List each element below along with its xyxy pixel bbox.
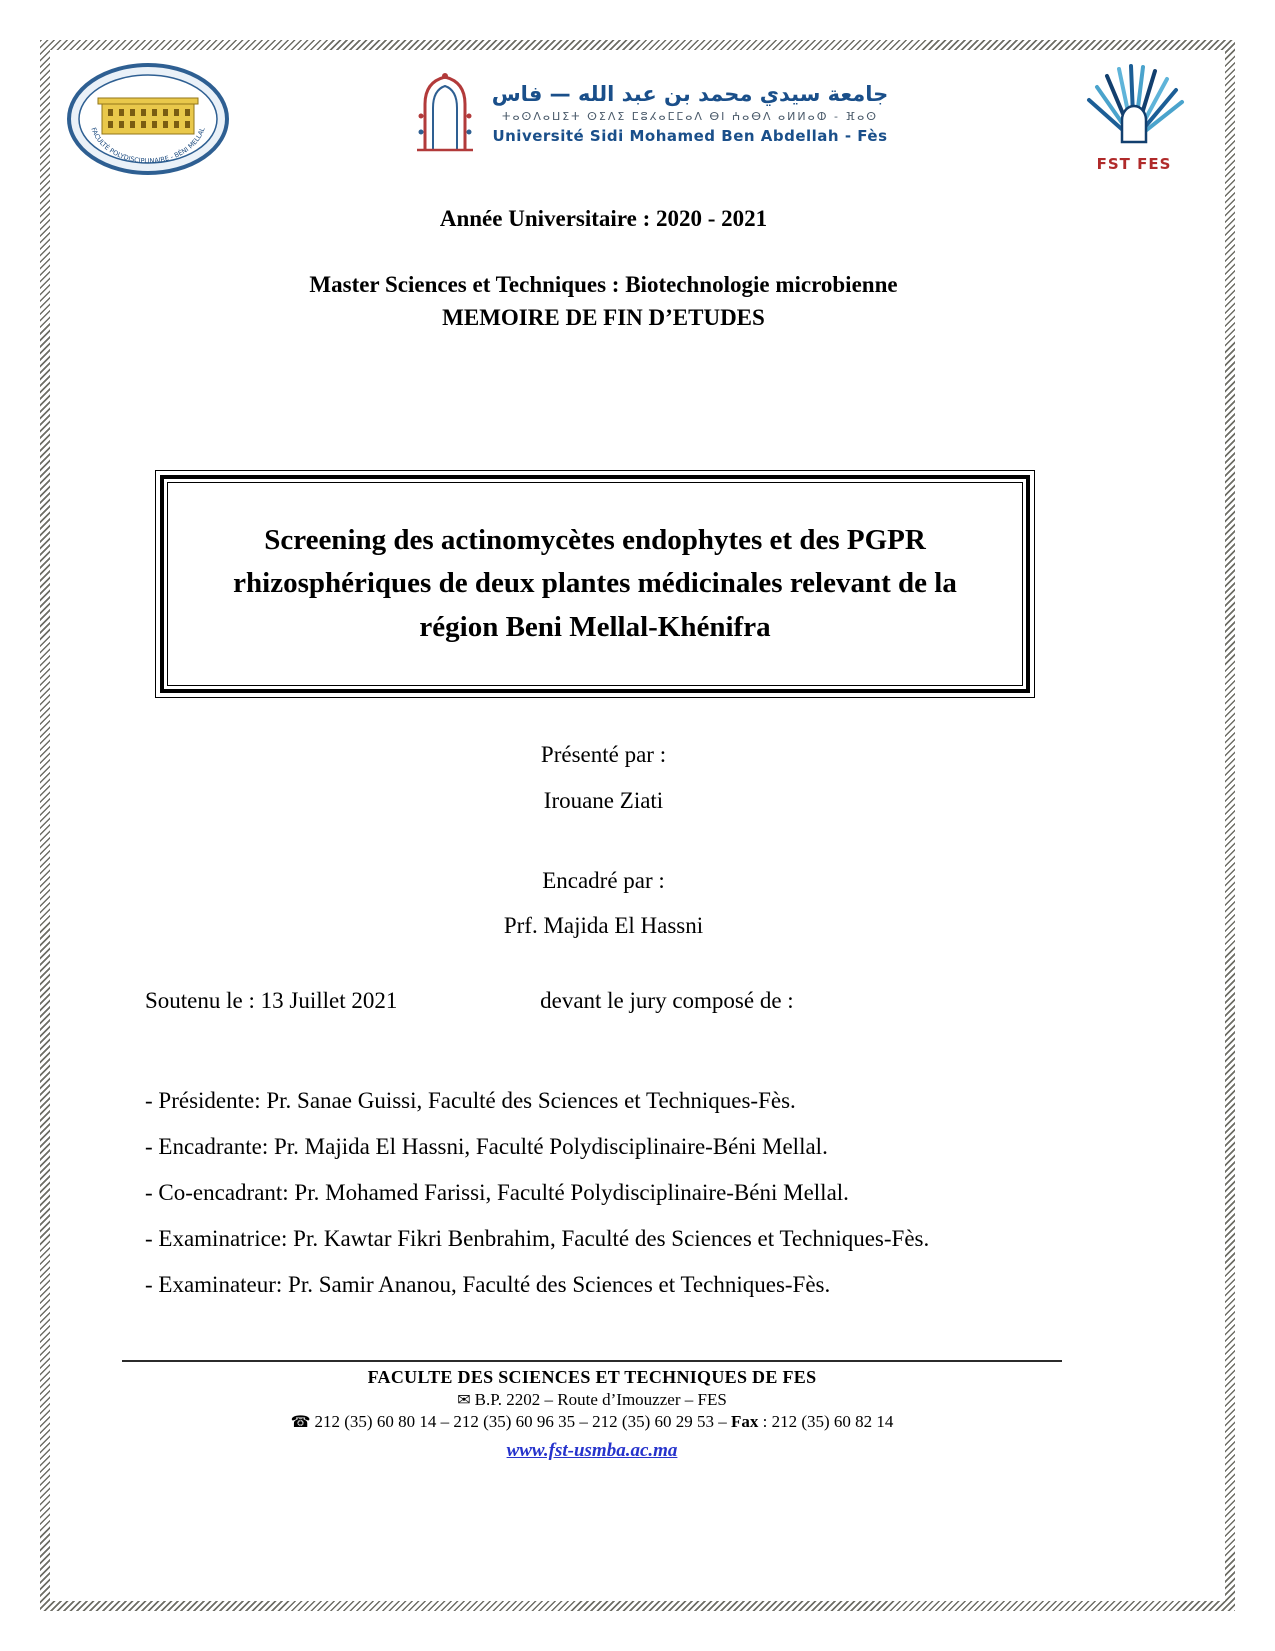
student-name: Irouane Ziati [543, 788, 664, 813]
jury-member-presidente: - Présidente: Pr. Sanae Guissi, Faculté des Sciences et Techniques-Fès. [145, 1088, 796, 1113]
address-text: B.P. 2202 – Route d’Imouzzer – FES [474, 1390, 727, 1409]
thesis-title: Screening des actinomycètes endophytes et des PGPR rhizosphériques de deux plantes médicinales relevant de la région Beni Mellal-Khénifra [167, 482, 1023, 686]
mail-icon: ✉ [457, 1392, 471, 1409]
fax-number: : 212 (35) 60 82 14 [758, 1412, 894, 1431]
ornate-arch-emblem-icon [412, 70, 478, 156]
thesis-title-box [155, 470, 1035, 698]
phone-icon: ☎ [290, 1414, 311, 1431]
logos-row [66, 62, 1199, 181]
rays-arch-icon [1077, 62, 1191, 148]
fst-fes-logo [1069, 62, 1199, 173]
supervised-by-label: Encadré par : [542, 868, 665, 893]
usmba-logo [412, 70, 889, 156]
supervisor-name: Prf. Majida El Hassni [503, 913, 704, 938]
academic-year: Année Universitaire : 2020 - 2021 [439, 206, 768, 231]
jury-intro: devant le jury composé de : [540, 988, 794, 1013]
jury-member-examinateur: - Examinateur: Pr. Samir Ananou, Faculté des Sciences et Techniques-Fès. [145, 1272, 831, 1297]
fax-label: Fax [730, 1412, 759, 1431]
faculte-polydisciplinaire-beni-mellal-logo [66, 62, 231, 181]
ring-text: FACULTÉ POLYDISCIPLINAIRE - BÉNI MELLAL [89, 126, 207, 166]
memoire-heading: MEMOIRE DE FIN D’ETUDES [442, 305, 765, 330]
university-name-latin: Université Sidi Mohamed Ben Abdellah - Fès [492, 127, 888, 146]
jury-member-encadrante: - Encadrante: Pr. Majida El Hassni, Faculté Polydisciplinaire-Béni Mellal. [145, 1134, 828, 1159]
fst-fes-caption: FST FES [1096, 155, 1172, 173]
jury-list [145, 1078, 1185, 1308]
phone-numbers: 212 (35) 60 80 14 – 212 (35) 60 96 35 – 212 (35) 60 29 53 – [314, 1412, 731, 1431]
defense-line [145, 988, 794, 1014]
jury-member-examinatrice: - Examinatrice: Pr. Kawtar Fikri Benbrahim, Faculté des Sciences et Techniques-Fès. [145, 1226, 930, 1251]
defense-date: Soutenu le : 13 Juillet 2021 [145, 988, 398, 1013]
presented-by-label: Présenté par : [540, 742, 667, 767]
jury-member-co-encadrant: - Co-encadrant: Pr. Mohamed Farissi, Faculté Polydisciplinaire-Béni Mellal. [145, 1180, 849, 1205]
footer [122, 1360, 1062, 1462]
master-program: Master Sciences et Techniques : Biotechnologie microbienne [309, 272, 898, 297]
website-link[interactable]: www.fst-usmba.ac.ma [506, 1440, 678, 1461]
university-name-tifinagh: ⵜⴰⵙⴷⴰⵡⵉⵜ ⵙⵉⴷⵉ ⵎⵓⵃⴰⵎⵎⴰⴷ ⴱⵏ ⵄⴰⴱⴷ ⴰⵍⵍⴰⵀ - ⴼⴰⵙ [502, 110, 878, 124]
faculty-name: FACULTE DES SCIENCES ET TECHNIQUES DE FES [367, 1367, 817, 1387]
university-name-arabic: جامعة سيدي محمد بن عبد الله — فاس [491, 81, 889, 106]
building-seal-icon [66, 62, 231, 176]
